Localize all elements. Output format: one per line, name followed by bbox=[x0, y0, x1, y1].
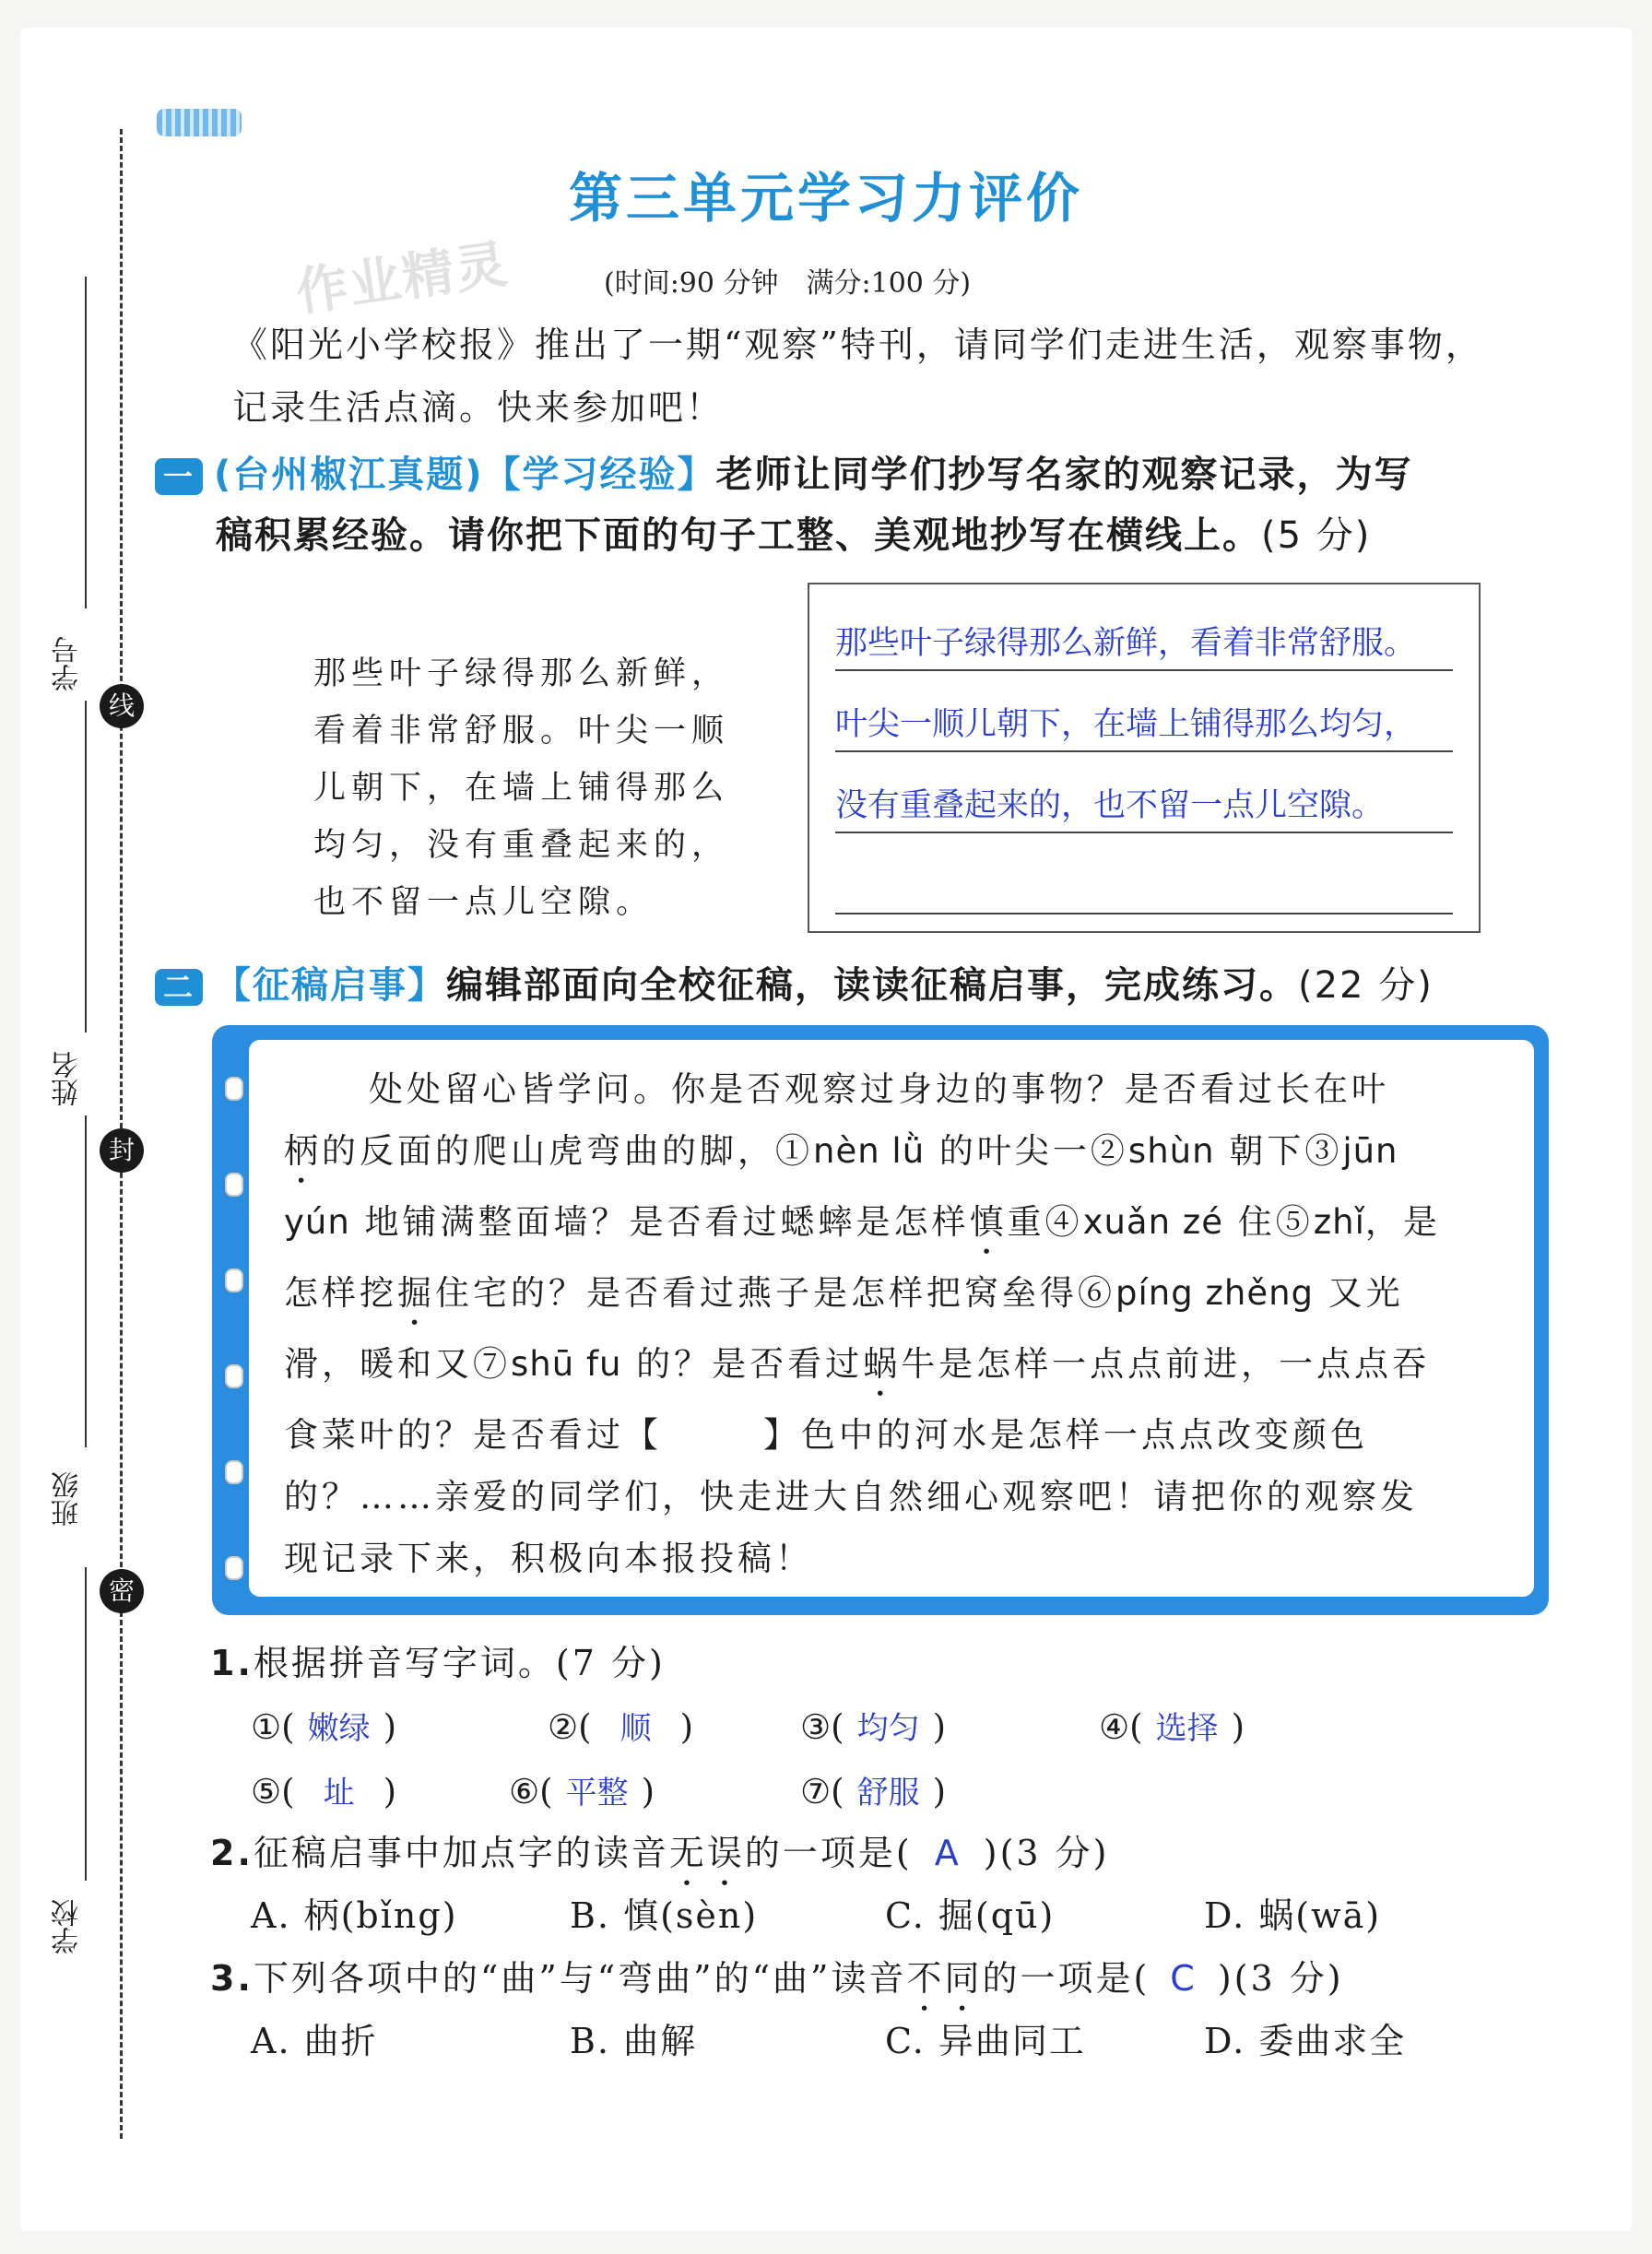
q1-mark: ⑤( bbox=[251, 1772, 295, 1811]
q1-mark: ③( bbox=[800, 1707, 844, 1747]
section2-number: 二 bbox=[155, 969, 203, 1006]
pinyin-3a: jūn bbox=[1342, 1131, 1398, 1171]
notice-line-3 bbox=[284, 1191, 1516, 1262]
q3-number: 3. bbox=[210, 1958, 254, 1999]
q1-answer[interactable]: 平整 bbox=[565, 1775, 629, 1811]
binder-hole bbox=[225, 1269, 243, 1292]
section1-number: 一 bbox=[155, 458, 203, 495]
q1-close: ) bbox=[383, 1707, 397, 1747]
copy-line-1-text: 那些叶子绿得那么新鲜，看着非常舒服。 bbox=[835, 625, 1417, 662]
q1-close: ) bbox=[932, 1772, 947, 1811]
q2-option-c[interactable]: C. 掘(qū) bbox=[885, 1895, 1056, 1936]
q1-mark: ①( bbox=[251, 1707, 295, 1747]
notice-line-7: 的？……亲爱的同学们，快走进大自然细心观察吧！请把你的观察发 bbox=[284, 1477, 1418, 1516]
q2-emphasis: 无误 bbox=[668, 1833, 745, 1873]
q1-mark: ④( bbox=[1099, 1707, 1143, 1747]
q3-stem bbox=[210, 1951, 1344, 2019]
notice-seg: 住⑤ bbox=[1222, 1202, 1314, 1242]
q1-text: 根据拼音写字词。 bbox=[253, 1643, 556, 1683]
q1-item-5 bbox=[251, 1764, 396, 1821]
q1-mark: ⑥( bbox=[509, 1772, 553, 1811]
copy-line-3[interactable] bbox=[835, 774, 1453, 833]
copy-writing-box bbox=[808, 583, 1481, 933]
q1-number: 1. bbox=[210, 1643, 254, 1683]
q2-option-a[interactable]: A. 柄(bǐng) bbox=[251, 1895, 458, 1936]
notice-seg: 牛是怎样一点点前进，一点点吞 bbox=[901, 1344, 1431, 1384]
q1-item-2 bbox=[548, 1700, 693, 1756]
notice-seg: 朝下③ bbox=[1214, 1131, 1343, 1171]
notice-seg: 的反面的爬山虎弯曲的脚，① bbox=[322, 1131, 813, 1171]
margin-rule-xingming bbox=[85, 701, 87, 1033]
pinyin-1: nèn lǜ bbox=[813, 1131, 926, 1171]
copy-line-2[interactable] bbox=[835, 693, 1453, 752]
section1-tag: 【学习经验】 bbox=[483, 454, 716, 496]
q3-text: )(3 分) bbox=[1217, 1958, 1344, 1999]
q2-text: )(3 分) bbox=[983, 1833, 1110, 1873]
pinyin-5: zhǐ bbox=[1313, 1202, 1365, 1242]
section1-prompt-b: 稿积累经验。请你把下面的句子工整、美观地抄写在横线上。 bbox=[216, 514, 1261, 557]
notice-seg: 的？是否看过 bbox=[621, 1344, 864, 1384]
intro-text: 《阳光小学校报》推出了一期“观察”特刊，请同学们走进生活，观察事物，记录生活点滴。快来参加吧！ bbox=[232, 325, 1483, 428]
margin-rule-banji bbox=[85, 1115, 87, 1447]
q2-option-b[interactable]: B. 慎(sèn) bbox=[570, 1895, 759, 1936]
seal-mark-feng: 封 bbox=[100, 1128, 144, 1173]
section1-source: (台州椒江真题) bbox=[214, 454, 484, 496]
q1-answer[interactable]: 舒服 bbox=[856, 1775, 920, 1811]
intro-paragraph bbox=[155, 313, 1519, 439]
binder-hole bbox=[225, 1460, 243, 1484]
section1-score: (5 分) bbox=[1261, 514, 1372, 557]
seal-mark-mi: 密 bbox=[100, 1569, 144, 1613]
notice-line-8: 现记录下来，积极向本报投稿！ bbox=[284, 1539, 813, 1578]
notice-paper bbox=[249, 1040, 1534, 1597]
q2-stem bbox=[210, 1825, 1109, 1894]
notice-card bbox=[212, 1025, 1549, 1615]
notice-line-6 bbox=[284, 1404, 1516, 1466]
binder-hole bbox=[225, 1173, 243, 1197]
q3-option-b[interactable]: B. 曲解 bbox=[570, 2021, 698, 2061]
q1-answer[interactable]: 嫩绿 bbox=[307, 1710, 371, 1747]
q1-item-7 bbox=[800, 1764, 946, 1821]
notice-seg: 又光 bbox=[1314, 1273, 1404, 1313]
dotted-char-bing: 柄 bbox=[284, 1131, 322, 1171]
copy-line-4[interactable] bbox=[835, 856, 1453, 915]
dotted-char-shen: 慎 bbox=[969, 1202, 1008, 1242]
margin-label-xuehao: 学号 bbox=[52, 636, 84, 691]
notice-seg: 】色中的河水是怎样一点点改变颜色 bbox=[763, 1415, 1368, 1455]
q1-score: (7 分) bbox=[555, 1643, 666, 1683]
q2-text: 的一项是( bbox=[744, 1833, 913, 1873]
notice-line-5 bbox=[284, 1333, 1516, 1404]
q1-item-3 bbox=[800, 1700, 946, 1756]
pinyin-7: shū fu bbox=[511, 1344, 622, 1384]
section1-prompt-a: 老师让同学们抄写名家的观察记录，为写 bbox=[715, 454, 1413, 496]
q1-stem bbox=[210, 1635, 666, 1691]
section2-score: (22 分) bbox=[1298, 964, 1434, 1007]
q1-answer[interactable]: 顺 bbox=[620, 1710, 652, 1747]
notice-seg: 住宅的？是否看过燕子是怎样把窝垒得⑥ bbox=[435, 1273, 1115, 1313]
notice-line-1: 处处留心皆学问。你是否观察过身边的事物？是否看过长在叶 bbox=[369, 1069, 1389, 1109]
dotted-char-wo: 蜗 bbox=[863, 1344, 902, 1384]
exam-meta: (时间:90 分钟 满分:100 分) bbox=[604, 267, 972, 300]
q1-answer[interactable]: 址 bbox=[323, 1775, 355, 1811]
section1-passage-text: 那些叶子绿得那么新鲜，看着非常舒服。叶尖一顺儿朝下，在墙上铺得那么均匀，没有重叠起来的，也不留一点儿空隙。 bbox=[313, 655, 730, 921]
q2-answer[interactable]: A bbox=[934, 1833, 962, 1873]
q1-close: ) bbox=[1231, 1707, 1245, 1747]
q2-option-d[interactable]: D. 蜗(wā) bbox=[1204, 1895, 1382, 1936]
section1-heading bbox=[155, 444, 1519, 566]
notice-seg: 怎样挖 bbox=[284, 1273, 397, 1313]
binder-hole bbox=[225, 1364, 243, 1388]
copy-line-2-text: 叶尖一顺儿朝下，在墙上铺得那么均匀， bbox=[835, 706, 1417, 743]
q3-option-d[interactable]: D. 委曲求全 bbox=[1204, 2021, 1407, 2061]
unit-badge bbox=[157, 109, 242, 136]
pinyin-2: shùn bbox=[1127, 1131, 1215, 1171]
q3-option-c[interactable]: C. 异曲同工 bbox=[885, 2021, 1086, 2061]
section2-tag: 【征稿启事】 bbox=[214, 964, 446, 1007]
margin-rule-xuexiao bbox=[85, 1567, 87, 1881]
binder-hole bbox=[225, 1077, 243, 1101]
margin-label-xingming: 姓名 bbox=[52, 1051, 84, 1106]
margin-label-xuexiao: 学校 bbox=[52, 1899, 84, 1954]
q1-mark: ②( bbox=[548, 1707, 592, 1747]
margin-label-banji: 班级 bbox=[52, 1471, 84, 1527]
seal-mark-xian: 线 bbox=[100, 684, 144, 728]
notice-seg: ，是 bbox=[1364, 1202, 1441, 1242]
q2-number: 2. bbox=[210, 1833, 254, 1873]
q1-answer[interactable]: 选择 bbox=[1155, 1710, 1219, 1747]
watermark: 作业精灵 bbox=[292, 234, 513, 324]
pinyin-4: xuǎn zé bbox=[1082, 1202, 1223, 1242]
q3-option-a[interactable]: A. 曲折 bbox=[251, 2021, 378, 2061]
notice-text bbox=[284, 1058, 1516, 1589]
q1-close: ) bbox=[383, 1772, 397, 1811]
pinyin-3b: yún bbox=[284, 1202, 350, 1242]
notice-seg: 食菜叶的？是否看过【 bbox=[284, 1415, 662, 1455]
q2-text: 征稿启事中加点字的读音 bbox=[253, 1833, 669, 1873]
q1-item-6 bbox=[509, 1764, 655, 1821]
q1-item-4 bbox=[1099, 1700, 1245, 1756]
margin-rule-xuehao bbox=[85, 277, 87, 608]
section1-passage bbox=[229, 645, 754, 931]
notice-line-2 bbox=[284, 1120, 1516, 1191]
copy-line-1[interactable] bbox=[835, 612, 1453, 671]
q1-mark: ⑦( bbox=[800, 1772, 844, 1811]
section2-prompt: 编辑部面向全校征稿，读读征稿启事，完成练习。 bbox=[446, 964, 1298, 1007]
page-title: 第三单元学习力评价 bbox=[568, 167, 1083, 230]
notice-line-4 bbox=[284, 1262, 1516, 1333]
notice-seg: 重④ bbox=[1007, 1202, 1083, 1242]
pinyin-6: píng zhěng bbox=[1115, 1273, 1315, 1313]
q1-close: ) bbox=[641, 1772, 655, 1811]
q1-item-1 bbox=[251, 1700, 396, 1756]
q3-text: 的一项是( bbox=[982, 1958, 1150, 1999]
dotted-char-jue: 掘 bbox=[397, 1273, 435, 1313]
q1-answer[interactable]: 均匀 bbox=[856, 1710, 920, 1747]
binder-hole bbox=[225, 1556, 243, 1580]
q3-emphasis: 不同 bbox=[906, 1958, 983, 1999]
q3-answer[interactable]: C bbox=[1170, 1958, 1198, 1999]
q3-text: 下列各项中的“曲”与“弯曲”的“曲”读音 bbox=[253, 1958, 907, 1999]
q1-close: ) bbox=[679, 1707, 694, 1747]
q1-close: ) bbox=[932, 1707, 947, 1747]
copy-line-3-text: 没有重叠起来的，也不留一点儿空隙。 bbox=[835, 787, 1385, 824]
notice-seg: 地铺满整面墙？是否看过蟋蟀是怎样 bbox=[349, 1202, 970, 1242]
notice-seg: 滑，暖和又⑦ bbox=[284, 1344, 511, 1384]
notice-seg: 的叶尖一② bbox=[925, 1131, 1128, 1171]
section2-heading bbox=[155, 955, 1519, 1016]
